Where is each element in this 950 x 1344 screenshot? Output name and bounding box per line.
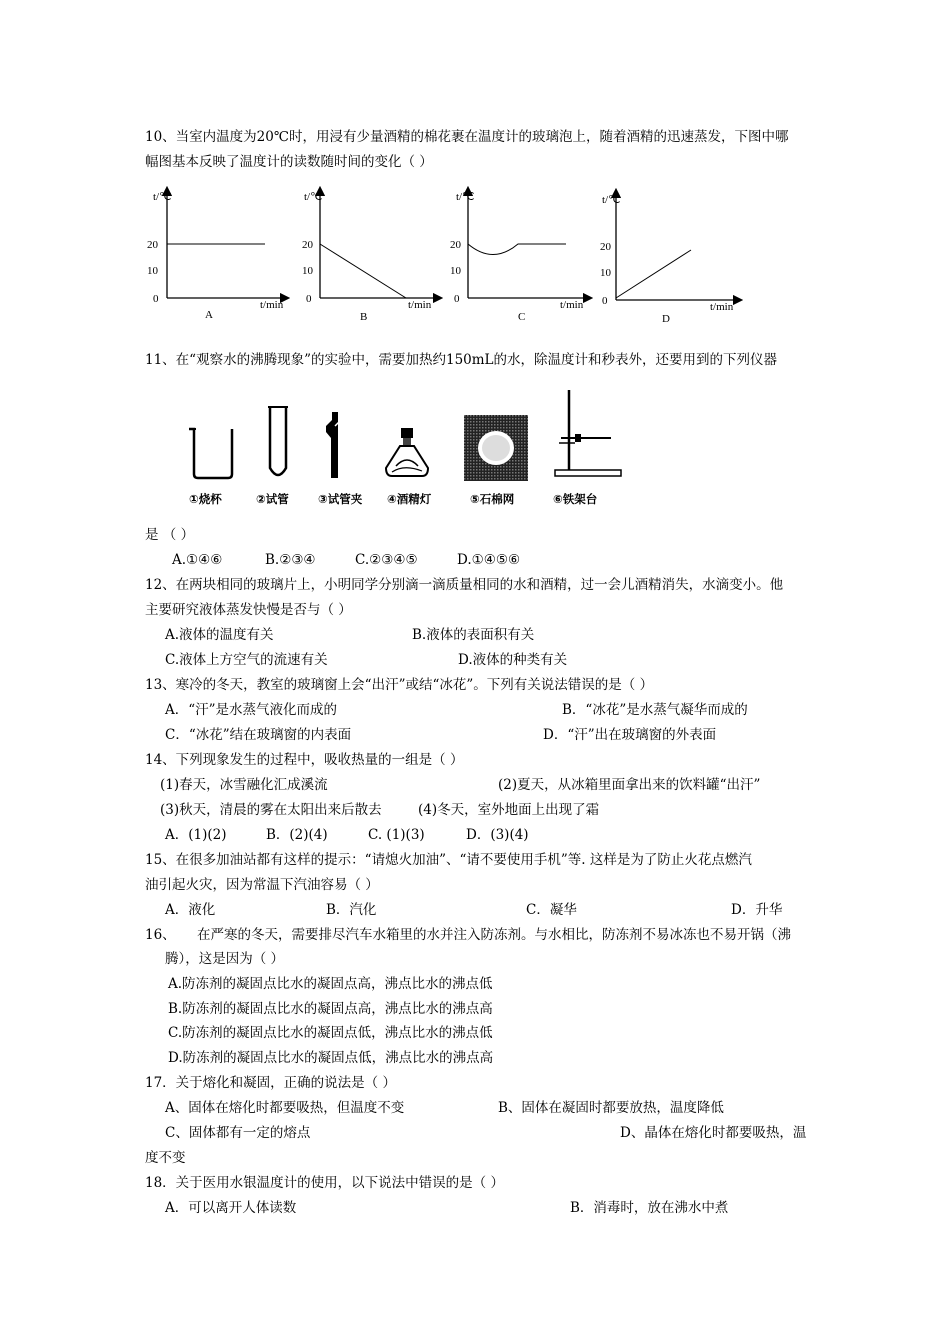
q12-line1: 12、在两块相同的玻璃片上，小明同学分别滴一滴质量相同的水和酒精，过一会儿酒精消失，水滴变小。他 [145, 577, 784, 593]
q13-option-b: B．“冰花”是水蒸气凝华而成的 [562, 702, 748, 718]
q14-item-1: (1)春天，冰雪融化汇成溪流 [160, 777, 328, 793]
q17-line1: 17．关于熔化和凝固，正确的说法是（ ） [145, 1075, 396, 1091]
test-tube-icon [266, 404, 290, 484]
q13-option-d: D．“汗”出在玻璃窗的外表面 [543, 727, 717, 743]
q12-line2: 主要研究液体蒸发快慢是否与（ ） [145, 602, 352, 618]
q10-line2: 幅图基本反映了温度计的读数随时间的变化（ ） [145, 154, 433, 170]
q14-option-d: D．(3)(4) [466, 827, 529, 843]
q14-item-2: (2)夏天，从冰箱里面拿出来的饮料罐“出汗” [498, 777, 761, 793]
q14-option-c: C. (1)(3) [368, 827, 425, 843]
q17-option-a: A、固体在熔化时都要吸热，但温度不变 [165, 1100, 405, 1116]
q16-option-a: A.防冻剂的凝固点比水的凝固点高，沸点比水的沸点低 [168, 976, 493, 992]
graph-b-xlabel: t/min [408, 299, 432, 311]
graph-b [298, 185, 448, 325]
q11-option-b: B.②③④ [265, 552, 316, 568]
graph-a-label: A [205, 309, 213, 321]
graph-d-tick-10: 10 [600, 267, 611, 279]
graph-c-ylabel: t/℃ [456, 191, 475, 203]
q18-option-b: B．消毒时，放在沸水中煮 [570, 1200, 729, 1216]
graph-c-xlabel: t/min [560, 299, 584, 311]
graph-c-tick-0: 0 [454, 293, 460, 305]
graph-a-tick-0: 0 [153, 293, 159, 305]
q10-line1: 10、当室内温度为20℃时，用浸有少量酒精的棉花裹在温度计的玻璃泡上，随着酒精的迅速蒸发，下图中哪 [145, 129, 789, 145]
graph-d-xlabel: t/min [710, 301, 734, 313]
graph-a-xlabel: t/min [260, 299, 284, 311]
graph-b-tick-10: 10 [302, 265, 313, 277]
instrument-label-test-tube: ②试管 [256, 492, 289, 506]
q11-line2: 是 （ ） [145, 527, 195, 543]
graph-c [448, 185, 598, 325]
asbestos-net-icon [464, 415, 528, 485]
iron-stand-icon [553, 388, 623, 484]
graph-c-tick-20: 20 [450, 239, 461, 251]
q12-option-c: C.液体上方空气的流速有关 [165, 652, 328, 668]
q11-option-d: D.①④⑤⑥ [457, 552, 521, 568]
q15-line2: 油引起火灾，因为常温下汽油容易（ ） [145, 877, 379, 893]
graph-a-tick-20: 20 [147, 239, 158, 251]
q12-option-d: D.液体的种类有关 [458, 652, 568, 668]
graph-b-label: B [360, 311, 368, 323]
graph-d-tick-20: 20 [600, 241, 611, 253]
q17-option-b: B、固体在凝固时都要放热，温度降低 [498, 1100, 724, 1116]
q14-option-a: A．(1)(2) [165, 827, 227, 843]
q14-item-3: (3)秋天，清晨的雾在太阳出来后散去 [160, 802, 382, 818]
graph-a [145, 185, 295, 325]
graph-c-label: C [518, 311, 526, 323]
instrument-label-net: ⑤石棉网 [470, 492, 515, 506]
graph-d-ylabel: t/℃ [602, 194, 621, 206]
q17-option-d: D、晶体在熔化时都要吸热，温 [620, 1125, 807, 1141]
q15-line1: 15、在很多加油站都有这样的提示：“请熄火加油”、“请不要使用手机”等. 这样是为了防止火花点燃汽 [145, 852, 752, 868]
instrument-label-lamp: ④酒精灯 [387, 492, 432, 506]
q17-option-c: C、固体都有一定的熔点 [165, 1125, 311, 1141]
q15-option-c: C．凝华 [526, 902, 577, 918]
q18-option-a: A．可以离开人体读数 [165, 1200, 297, 1216]
q14-option-b: B．(2)(4) [266, 827, 328, 843]
graph-d [598, 185, 748, 325]
q13-line1: 13、寒冷的冬天，教室的玻璃窗上会“出汗”或结“冰花”。下列有关说法错误的是（ ） [145, 677, 654, 693]
graph-b-tick-0: 0 [306, 293, 312, 305]
q13-option-c: C．“冰花”结在玻璃窗的内表面 [165, 727, 352, 743]
q16-line2: 腾），这是因为（ ） [165, 951, 285, 967]
graph-b-tick-20: 20 [302, 239, 313, 251]
q12-option-b: B.液体的表面积有关 [412, 627, 535, 643]
q16-option-c: C.防冻剂的凝固点比水的凝固点低，沸点比水的沸点低 [168, 1025, 493, 1041]
instrument-label-clamp: ③试管夹 [318, 492, 363, 506]
q11-option-c: C.②③④⑤ [355, 552, 418, 568]
graph-a-tick-10: 10 [147, 265, 158, 277]
q16-option-b: B.防冻剂的凝固点比水的凝固点高，沸点比水的沸点高 [168, 1001, 493, 1017]
q14-line1: 14、下列现象发生的过程中，吸收热量的一组是（ ） [145, 752, 464, 768]
instrument-label-beaker: ①烧杯 [189, 492, 222, 506]
q16-number: 16、 [145, 927, 176, 943]
q15-option-b: B．汽化 [326, 902, 377, 918]
q18-line1: 18．关于医用水银温度计的使用，以下说法中错误的是（ ） [145, 1175, 504, 1191]
alcohol-lamp-icon [382, 424, 432, 486]
q11-line1: 11、在“观察水的沸腾现象”的实验中，需要加热约150mL的水，除温度计和秒表外，还要用到的下列仪器 [145, 352, 778, 368]
q17-option-d-wrap: 度不变 [145, 1150, 186, 1166]
q12-option-a: A.液体的温度有关 [165, 627, 274, 643]
q15-option-a: A．液化 [165, 902, 216, 918]
graph-c-tick-10: 10 [450, 265, 461, 277]
q16-option-d: D.防冻剂的凝固点比水的凝固点低，沸点比水的沸点高 [168, 1050, 494, 1066]
q14-item-4: (4)冬天，室外地面上出现了霜 [418, 802, 600, 818]
test-tube-clamp-icon [322, 408, 346, 484]
q15-option-d: D．升华 [731, 902, 783, 918]
graph-d-label: D [662, 313, 670, 325]
q11-option-a: A.①④⑥ [172, 552, 223, 568]
graph-b-ylabel: t/℃ [304, 191, 323, 203]
instrument-label-stand: ⑥铁架台 [553, 492, 598, 506]
q13-option-a: A．“汗”是水蒸气液化而成的 [165, 702, 338, 718]
graph-d-tick-0: 0 [602, 295, 608, 307]
graph-a-ylabel: t/℃ [153, 191, 172, 203]
q16-line1: 在严寒的冬天，需要排尽汽车水箱里的水并注入防冻剂。与水相比，防冻剂不易冰冻也不易开锅（沸 [197, 927, 791, 943]
beaker-icon [186, 424, 240, 484]
